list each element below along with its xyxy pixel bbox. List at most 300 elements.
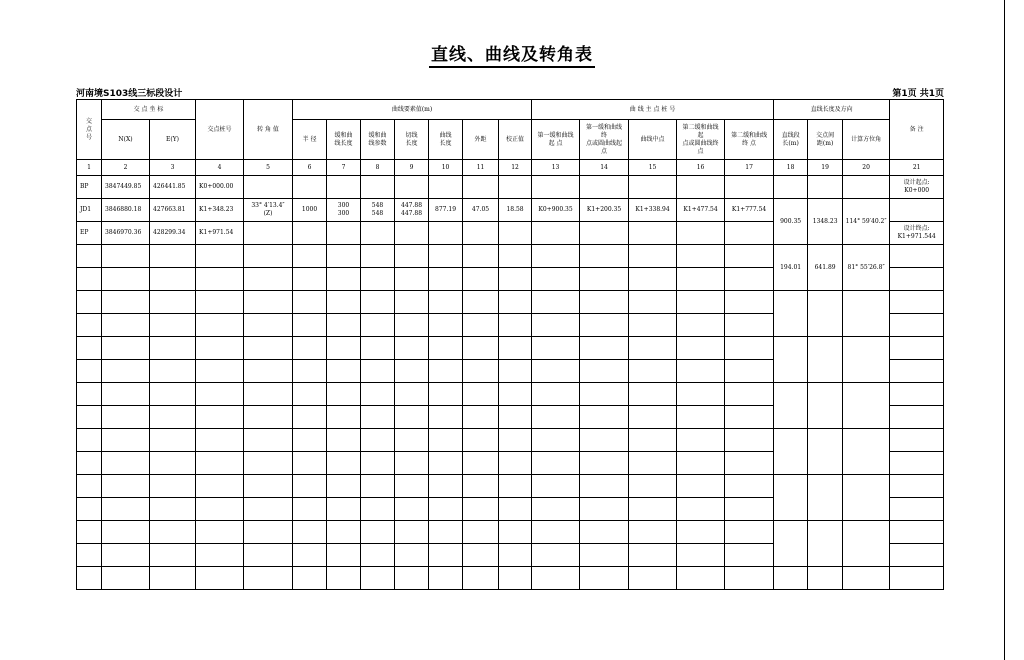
col-number: 10 bbox=[429, 160, 463, 176]
header-zh: 第一缓和曲线 起 点 bbox=[532, 120, 580, 160]
yh-cell bbox=[677, 429, 725, 452]
e-cell bbox=[150, 521, 196, 544]
n-cell: 3847449.85 bbox=[102, 176, 150, 199]
header-jd-no: 交 点 号 bbox=[77, 100, 102, 160]
l-cell bbox=[429, 360, 463, 383]
table-row bbox=[77, 429, 944, 452]
hz-cell bbox=[725, 268, 774, 291]
jd-dist-cell: 1348.23 bbox=[808, 199, 843, 245]
zh-cell bbox=[532, 475, 580, 498]
seg-len-cell bbox=[774, 429, 808, 475]
a-cell bbox=[361, 176, 395, 199]
ls-cell: 300 300 bbox=[327, 199, 361, 222]
a-cell bbox=[361, 544, 395, 567]
hy-cell bbox=[580, 544, 629, 567]
e-dist-cell bbox=[463, 498, 499, 521]
remark-cell bbox=[890, 429, 944, 452]
l-cell bbox=[429, 222, 463, 245]
e-dist-cell: 47.05 bbox=[463, 199, 499, 222]
hz-cell bbox=[725, 383, 774, 406]
angle-cell bbox=[244, 314, 293, 337]
angle-cell bbox=[244, 383, 293, 406]
angle-cell bbox=[244, 544, 293, 567]
col-number: 4 bbox=[196, 160, 244, 176]
t-cell bbox=[395, 429, 429, 452]
e-dist-cell bbox=[463, 245, 499, 268]
radius-cell bbox=[293, 222, 327, 245]
qz-cell bbox=[629, 521, 677, 544]
radius-cell bbox=[293, 521, 327, 544]
e-cell: 428299.34 bbox=[150, 222, 196, 245]
e-dist-cell bbox=[463, 291, 499, 314]
remark-cell bbox=[890, 544, 944, 567]
hy-cell bbox=[580, 452, 629, 475]
header-curve-group: 曲线要素值(m) bbox=[293, 100, 532, 120]
n-cell: 3846880.18 bbox=[102, 199, 150, 222]
page-border bbox=[1004, 0, 1005, 660]
hy-cell bbox=[580, 360, 629, 383]
n-cell bbox=[102, 314, 150, 337]
yh-cell bbox=[677, 475, 725, 498]
angle-cell bbox=[244, 429, 293, 452]
header-t: 切线 长度 bbox=[395, 120, 429, 160]
t-cell bbox=[395, 291, 429, 314]
yh-cell bbox=[677, 268, 725, 291]
radius-cell: 1000 bbox=[293, 199, 327, 222]
j-cell bbox=[499, 406, 532, 429]
e-dist-cell bbox=[463, 176, 499, 199]
header-azimuth: 计算方位角 bbox=[843, 120, 890, 160]
jd-no-cell bbox=[77, 544, 102, 567]
n-cell bbox=[102, 245, 150, 268]
n-cell bbox=[102, 291, 150, 314]
hy-cell bbox=[580, 268, 629, 291]
station-cell bbox=[196, 268, 244, 291]
remark-cell bbox=[890, 245, 944, 268]
yh-cell bbox=[677, 245, 725, 268]
radius-cell bbox=[293, 544, 327, 567]
header-a: 缓和曲 线参数 bbox=[361, 120, 395, 160]
col-number: 7 bbox=[327, 160, 361, 176]
l-cell bbox=[429, 452, 463, 475]
ls-cell bbox=[327, 475, 361, 498]
page-title: 直线、曲线及转角表 bbox=[0, 40, 1024, 65]
col-number: 11 bbox=[463, 160, 499, 176]
hz-cell bbox=[725, 567, 774, 590]
e-cell bbox=[150, 245, 196, 268]
n-cell bbox=[102, 383, 150, 406]
l-cell bbox=[429, 567, 463, 590]
radius-cell bbox=[293, 452, 327, 475]
a-cell bbox=[361, 222, 395, 245]
j-cell bbox=[499, 475, 532, 498]
col-number: 2 bbox=[102, 160, 150, 176]
qz-cell bbox=[629, 429, 677, 452]
radius-cell bbox=[293, 498, 327, 521]
seg-len-cell bbox=[774, 475, 808, 521]
ls-cell bbox=[327, 498, 361, 521]
zh-cell bbox=[532, 521, 580, 544]
azimuth-cell bbox=[843, 567, 890, 590]
a-cell bbox=[361, 498, 395, 521]
radius-cell bbox=[293, 176, 327, 199]
a-cell bbox=[361, 521, 395, 544]
col-number: 6 bbox=[293, 160, 327, 176]
ls-cell bbox=[327, 429, 361, 452]
l-cell bbox=[429, 245, 463, 268]
hy-cell: K1+200.35 bbox=[580, 199, 629, 222]
t-cell bbox=[395, 245, 429, 268]
remark-cell bbox=[890, 567, 944, 590]
header-n: N(X) bbox=[102, 120, 150, 160]
ls-cell bbox=[327, 521, 361, 544]
jd-no-cell bbox=[77, 291, 102, 314]
zh-cell bbox=[532, 176, 580, 199]
seg-len-cell bbox=[774, 521, 808, 567]
j-cell bbox=[499, 360, 532, 383]
j-cell bbox=[499, 521, 532, 544]
angle-cell bbox=[244, 245, 293, 268]
ls-cell bbox=[327, 406, 361, 429]
n-cell bbox=[102, 498, 150, 521]
n-cell bbox=[102, 567, 150, 590]
e-cell bbox=[150, 337, 196, 360]
l-cell bbox=[429, 429, 463, 452]
jd-no-cell: BP bbox=[77, 176, 102, 199]
remark-cell bbox=[890, 498, 944, 521]
t-cell bbox=[395, 337, 429, 360]
e-cell bbox=[150, 567, 196, 590]
remark-cell bbox=[890, 475, 944, 498]
l-cell bbox=[429, 521, 463, 544]
header-straight-group: 直线长度及方向 bbox=[774, 100, 890, 120]
hy-cell bbox=[580, 406, 629, 429]
angle-cell bbox=[244, 406, 293, 429]
hz-cell bbox=[725, 498, 774, 521]
e-cell bbox=[150, 314, 196, 337]
seg-len-cell bbox=[774, 567, 808, 590]
header-e-dist: 外距 bbox=[463, 120, 499, 160]
a-cell bbox=[361, 406, 395, 429]
col-number: 18 bbox=[774, 160, 808, 176]
remark-cell bbox=[890, 383, 944, 406]
e-dist-cell bbox=[463, 222, 499, 245]
jd-no-cell bbox=[77, 521, 102, 544]
j-cell bbox=[499, 245, 532, 268]
t-cell bbox=[395, 176, 429, 199]
e-dist-cell bbox=[463, 429, 499, 452]
n-cell bbox=[102, 452, 150, 475]
a-cell bbox=[361, 429, 395, 452]
hy-cell bbox=[580, 314, 629, 337]
angle-cell bbox=[244, 498, 293, 521]
angle-cell bbox=[244, 521, 293, 544]
station-cell bbox=[196, 452, 244, 475]
a-cell bbox=[361, 475, 395, 498]
azimuth-cell bbox=[843, 383, 890, 429]
hz-cell bbox=[725, 452, 774, 475]
station-cell bbox=[196, 406, 244, 429]
t-cell bbox=[395, 383, 429, 406]
station-cell: K0+000.00 bbox=[196, 176, 244, 199]
l-cell bbox=[429, 475, 463, 498]
angle-cell bbox=[244, 291, 293, 314]
seg-len-cell: 194.01 bbox=[774, 245, 808, 291]
e-dist-cell bbox=[463, 452, 499, 475]
e-dist-cell bbox=[463, 521, 499, 544]
angle-cell bbox=[244, 567, 293, 590]
ls-cell bbox=[327, 337, 361, 360]
hy-cell bbox=[580, 222, 629, 245]
station-cell bbox=[196, 475, 244, 498]
page-info: 第1页 共1页 bbox=[892, 89, 944, 99]
t-cell bbox=[395, 314, 429, 337]
n-cell: 3846970.36 bbox=[102, 222, 150, 245]
j-cell bbox=[499, 314, 532, 337]
hz-cell bbox=[725, 245, 774, 268]
header-radius: 半 径 bbox=[293, 120, 327, 160]
header-e: E(Y) bbox=[150, 120, 196, 160]
header-hz: 第二缓和曲线 终 点 bbox=[725, 120, 774, 160]
a-cell bbox=[361, 245, 395, 268]
azimuth-cell: 114° 59′40.2″ bbox=[843, 199, 890, 245]
col-number: 15 bbox=[629, 160, 677, 176]
jd-no-cell bbox=[77, 475, 102, 498]
l-cell bbox=[429, 337, 463, 360]
qz-cell bbox=[629, 406, 677, 429]
e-cell bbox=[150, 498, 196, 521]
t-cell bbox=[395, 360, 429, 383]
angle-cell bbox=[244, 268, 293, 291]
e-dist-cell bbox=[463, 567, 499, 590]
station-cell bbox=[196, 521, 244, 544]
l-cell bbox=[429, 406, 463, 429]
a-cell: 548 548 bbox=[361, 199, 395, 222]
jd-dist-cell bbox=[808, 383, 843, 429]
zh-cell bbox=[532, 222, 580, 245]
jd-no-cell bbox=[77, 268, 102, 291]
azimuth-cell bbox=[843, 429, 890, 475]
a-cell bbox=[361, 567, 395, 590]
jd-dist-cell: 641.89 bbox=[808, 245, 843, 291]
qz-cell bbox=[629, 498, 677, 521]
jd-no-cell bbox=[77, 337, 102, 360]
a-cell bbox=[361, 337, 395, 360]
n-cell bbox=[102, 544, 150, 567]
l-cell bbox=[429, 291, 463, 314]
jd-no-cell bbox=[77, 383, 102, 406]
jd-dist-cell bbox=[808, 521, 843, 567]
hy-cell bbox=[580, 429, 629, 452]
qz-cell bbox=[629, 268, 677, 291]
j-cell bbox=[499, 383, 532, 406]
e-cell: 426441.85 bbox=[150, 176, 196, 199]
e-cell: 427663.81 bbox=[150, 199, 196, 222]
j-cell: 18.58 bbox=[499, 199, 532, 222]
straight-blank-cell bbox=[808, 176, 843, 199]
t-cell bbox=[395, 268, 429, 291]
ls-cell bbox=[327, 176, 361, 199]
hz-cell bbox=[725, 222, 774, 245]
l-cell bbox=[429, 268, 463, 291]
header-remark: 备 注 bbox=[890, 100, 944, 160]
l-cell bbox=[429, 383, 463, 406]
station-cell bbox=[196, 245, 244, 268]
jd-dist-cell bbox=[808, 567, 843, 590]
zh-cell: K0+900.35 bbox=[532, 199, 580, 222]
yh-cell bbox=[677, 337, 725, 360]
qz-cell bbox=[629, 475, 677, 498]
qz-cell bbox=[629, 452, 677, 475]
zh-cell bbox=[532, 383, 580, 406]
zh-cell bbox=[532, 406, 580, 429]
jd-no-cell bbox=[77, 314, 102, 337]
ls-cell bbox=[327, 544, 361, 567]
jd-no-cell: EP bbox=[77, 222, 102, 245]
t-cell bbox=[395, 222, 429, 245]
header-jd-dist: 交点间 距(m) bbox=[808, 120, 843, 160]
radius-cell bbox=[293, 567, 327, 590]
e-cell bbox=[150, 406, 196, 429]
e-dist-cell bbox=[463, 360, 499, 383]
qz-cell bbox=[629, 245, 677, 268]
seg-len-cell bbox=[774, 291, 808, 337]
header-station: 交点桩号 bbox=[196, 100, 244, 160]
angle-cell bbox=[244, 475, 293, 498]
azimuth-cell: 81° 55′26.8″ bbox=[843, 245, 890, 291]
seg-len-cell bbox=[774, 383, 808, 429]
yh-cell bbox=[677, 567, 725, 590]
table-row bbox=[77, 337, 944, 360]
t-cell bbox=[395, 544, 429, 567]
hz-cell bbox=[725, 406, 774, 429]
remark-cell bbox=[890, 406, 944, 429]
zh-cell bbox=[532, 314, 580, 337]
qz-cell bbox=[629, 176, 677, 199]
radius-cell bbox=[293, 291, 327, 314]
remark-cell bbox=[890, 360, 944, 383]
t-cell: 447.88 447.88 bbox=[395, 199, 429, 222]
station-cell bbox=[196, 567, 244, 590]
a-cell bbox=[361, 452, 395, 475]
jd-no-cell bbox=[77, 567, 102, 590]
jd-dist-cell bbox=[808, 475, 843, 521]
angle-cell bbox=[244, 176, 293, 199]
l-cell bbox=[429, 498, 463, 521]
a-cell bbox=[361, 268, 395, 291]
qz-cell: K1+338.94 bbox=[629, 199, 677, 222]
n-cell bbox=[102, 475, 150, 498]
station-cell bbox=[196, 337, 244, 360]
table-row bbox=[77, 291, 944, 314]
qz-cell bbox=[629, 383, 677, 406]
ls-cell bbox=[327, 245, 361, 268]
remark-cell bbox=[890, 337, 944, 360]
curve-table bbox=[76, 99, 944, 590]
zh-cell bbox=[532, 452, 580, 475]
t-cell bbox=[395, 475, 429, 498]
n-cell bbox=[102, 360, 150, 383]
remark-cell bbox=[890, 291, 944, 314]
col-number: 13 bbox=[532, 160, 580, 176]
t-cell bbox=[395, 452, 429, 475]
l-cell bbox=[429, 544, 463, 567]
table-row bbox=[77, 475, 944, 498]
station-cell bbox=[196, 429, 244, 452]
zh-cell bbox=[532, 337, 580, 360]
station-cell bbox=[196, 291, 244, 314]
header-hy: 第一缓和曲线 终 点或圆曲线起 点 bbox=[580, 120, 629, 160]
ls-cell bbox=[327, 314, 361, 337]
header-seg-len: 直线段 长(m) bbox=[774, 120, 808, 160]
hy-cell bbox=[580, 337, 629, 360]
qz-cell bbox=[629, 337, 677, 360]
angle-cell bbox=[244, 452, 293, 475]
e-cell bbox=[150, 291, 196, 314]
angle-cell bbox=[244, 222, 293, 245]
azimuth-cell bbox=[843, 337, 890, 383]
hz-cell bbox=[725, 475, 774, 498]
hz-cell bbox=[725, 521, 774, 544]
hy-cell bbox=[580, 291, 629, 314]
hz-cell bbox=[725, 176, 774, 199]
e-dist-cell bbox=[463, 406, 499, 429]
radius-cell bbox=[293, 314, 327, 337]
ls-cell bbox=[327, 567, 361, 590]
yh-cell bbox=[677, 314, 725, 337]
e-cell bbox=[150, 383, 196, 406]
ls-cell bbox=[327, 360, 361, 383]
j-cell bbox=[499, 544, 532, 567]
n-cell bbox=[102, 337, 150, 360]
col-number: 20 bbox=[843, 160, 890, 176]
remark-cell bbox=[890, 521, 944, 544]
remark-cell: 设计终点: K1+971.544 bbox=[890, 222, 944, 245]
e-dist-cell bbox=[463, 475, 499, 498]
table-row bbox=[77, 521, 944, 544]
station-cell: K1+971.54 bbox=[196, 222, 244, 245]
qz-cell bbox=[629, 222, 677, 245]
radius-cell bbox=[293, 383, 327, 406]
ls-cell bbox=[327, 222, 361, 245]
header-yh: 第二缓和曲线 起 点或圆曲线终 点 bbox=[677, 120, 725, 160]
col-number: 3 bbox=[150, 160, 196, 176]
radius-cell bbox=[293, 268, 327, 291]
project-name: 河南境S103线三标段设计 bbox=[76, 89, 183, 99]
col-number: 12 bbox=[499, 160, 532, 176]
jd-no-cell bbox=[77, 498, 102, 521]
col-number: 17 bbox=[725, 160, 774, 176]
e-cell bbox=[150, 268, 196, 291]
straight-blank-cell bbox=[774, 176, 808, 199]
a-cell bbox=[361, 314, 395, 337]
j-cell bbox=[499, 176, 532, 199]
angle-cell bbox=[244, 360, 293, 383]
straight-blank-cell bbox=[843, 176, 890, 199]
hz-cell bbox=[725, 314, 774, 337]
zh-cell bbox=[532, 268, 580, 291]
a-cell bbox=[361, 383, 395, 406]
station-cell bbox=[196, 314, 244, 337]
hz-cell bbox=[725, 291, 774, 314]
remark-cell bbox=[890, 314, 944, 337]
hz-cell: K1+777.54 bbox=[725, 199, 774, 222]
l-cell bbox=[429, 176, 463, 199]
table-row bbox=[77, 199, 944, 222]
table-row bbox=[77, 176, 944, 199]
hy-cell bbox=[580, 383, 629, 406]
e-dist-cell bbox=[463, 314, 499, 337]
